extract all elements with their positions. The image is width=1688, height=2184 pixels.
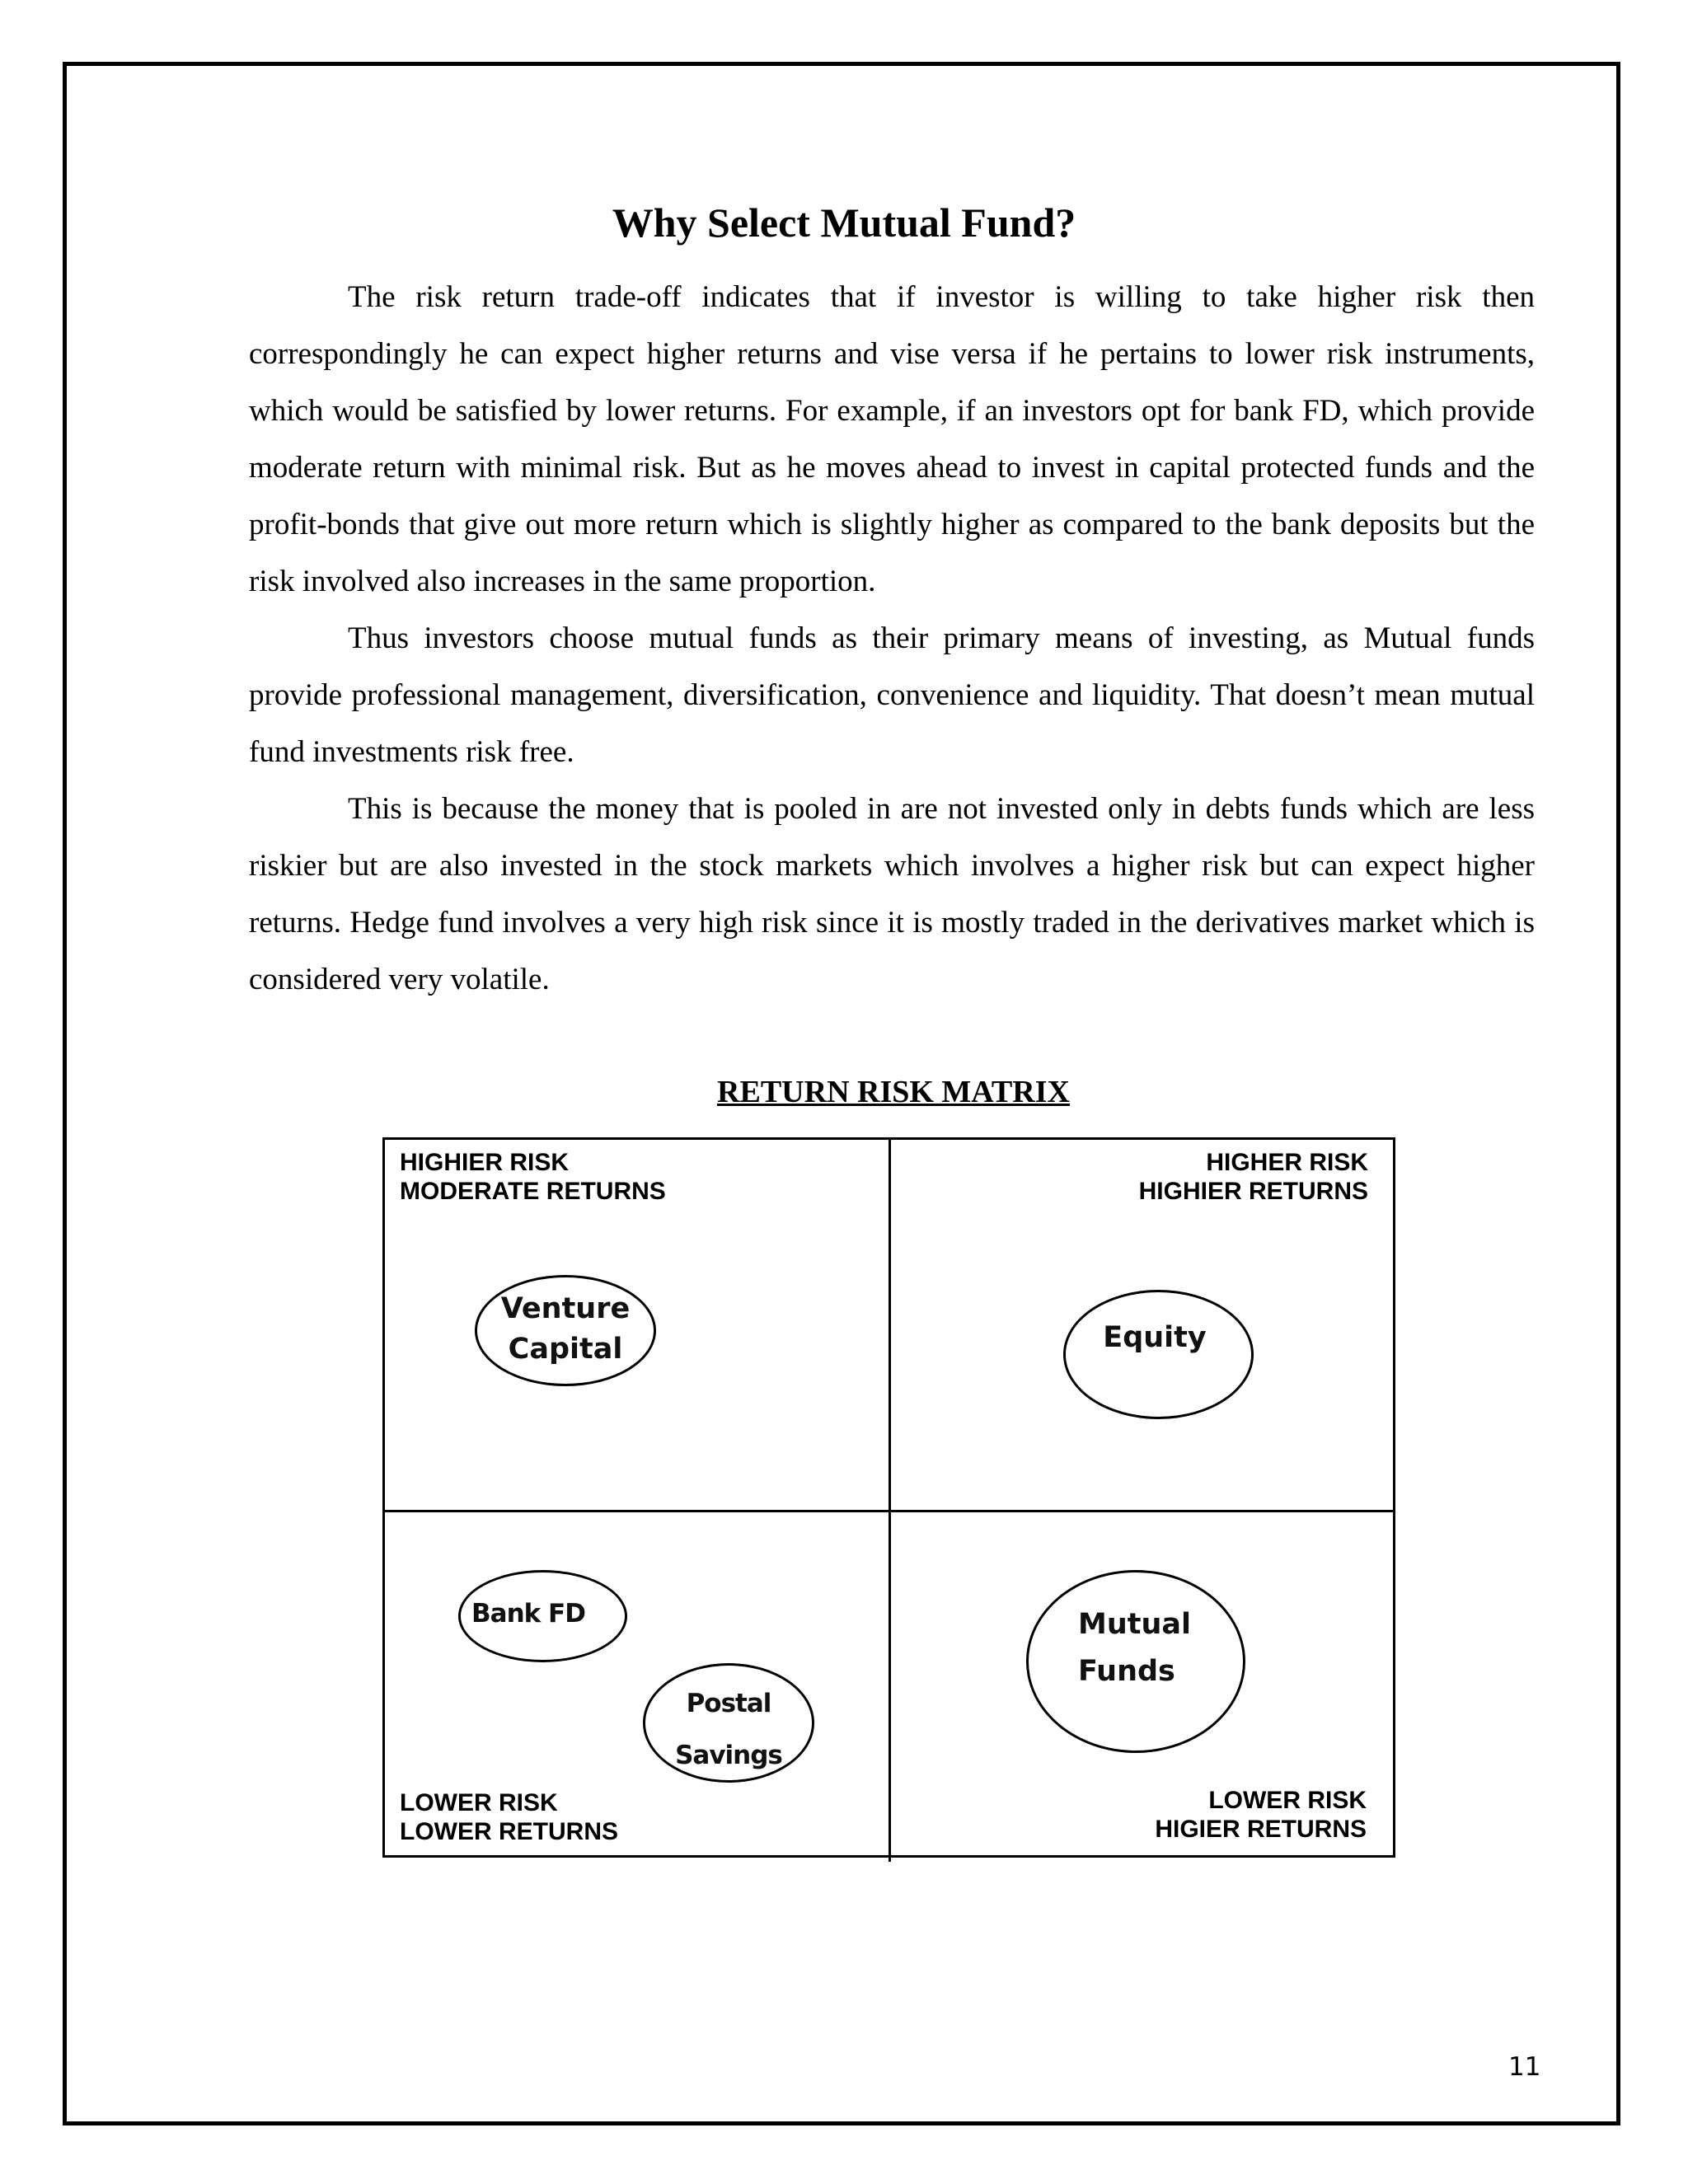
body-text (249, 269, 1535, 1008)
page-number: 11 (1508, 2052, 1541, 2082)
matrix-horizontal-divider (382, 1510, 1395, 1512)
quadrant-label-top-left: HIGHIER RISK MODERATE RETURNS (400, 1149, 666, 1205)
matrix-title: RETURN RISK MATRIX (717, 1075, 1070, 1109)
paragraph-3: This is because the money that is pooled in are not invested only in debts funds which are less riskier but are also invested in the stock markets which involves a higher risk but can expect higher returns. Hedge fund involves a very high risk since it is mostly traded in the derivatives market which is considered very volatile. (249, 792, 1535, 996)
bank-fd-label: Bank FD (471, 1599, 585, 1629)
postal-savings-label: Postal Savings (675, 1689, 782, 1770)
quadrant-label-top-right: HIGHER RISK HIGHIER RETURNS (1138, 1149, 1368, 1205)
quadrant-label-bottom-left: LOWER RISK LOWER RETURNS (400, 1789, 618, 1845)
paragraph-1: The risk return trade-off indicates that if investor is willing to take higher risk then correspondingly he can expect higher returns and vise versa if he pertains to lower risk instruments, which would be satisfied by lower returns. For example, if an investors opt for bank FD, which provide moderate return with minimal risk. But as he moves ahead to invest in capital protected funds and the profit-bonds that give out more return which is slightly higher as compared to the bank deposits but the risk involved also increases in the same proportion. (249, 280, 1535, 598)
equity-label: Equity (1103, 1321, 1207, 1354)
mutual-funds-label: Mutual Funds (1078, 1608, 1192, 1688)
venture-capital-label: Venture Capital (500, 1292, 631, 1366)
page-title: Why Select Mutual Fund? (612, 199, 1076, 246)
quadrant-label-bottom-right: LOWER RISK HIGIER RETURNS (1155, 1787, 1367, 1843)
matrix-vertical-divider (889, 1140, 891, 1862)
paragraph-2: Thus investors choose mutual funds as their primary means of investing, as Mutual funds provide professional management, diversification, convenience and liquidity. That doesn’t mean mutual fund investments risk free. (249, 621, 1535, 769)
